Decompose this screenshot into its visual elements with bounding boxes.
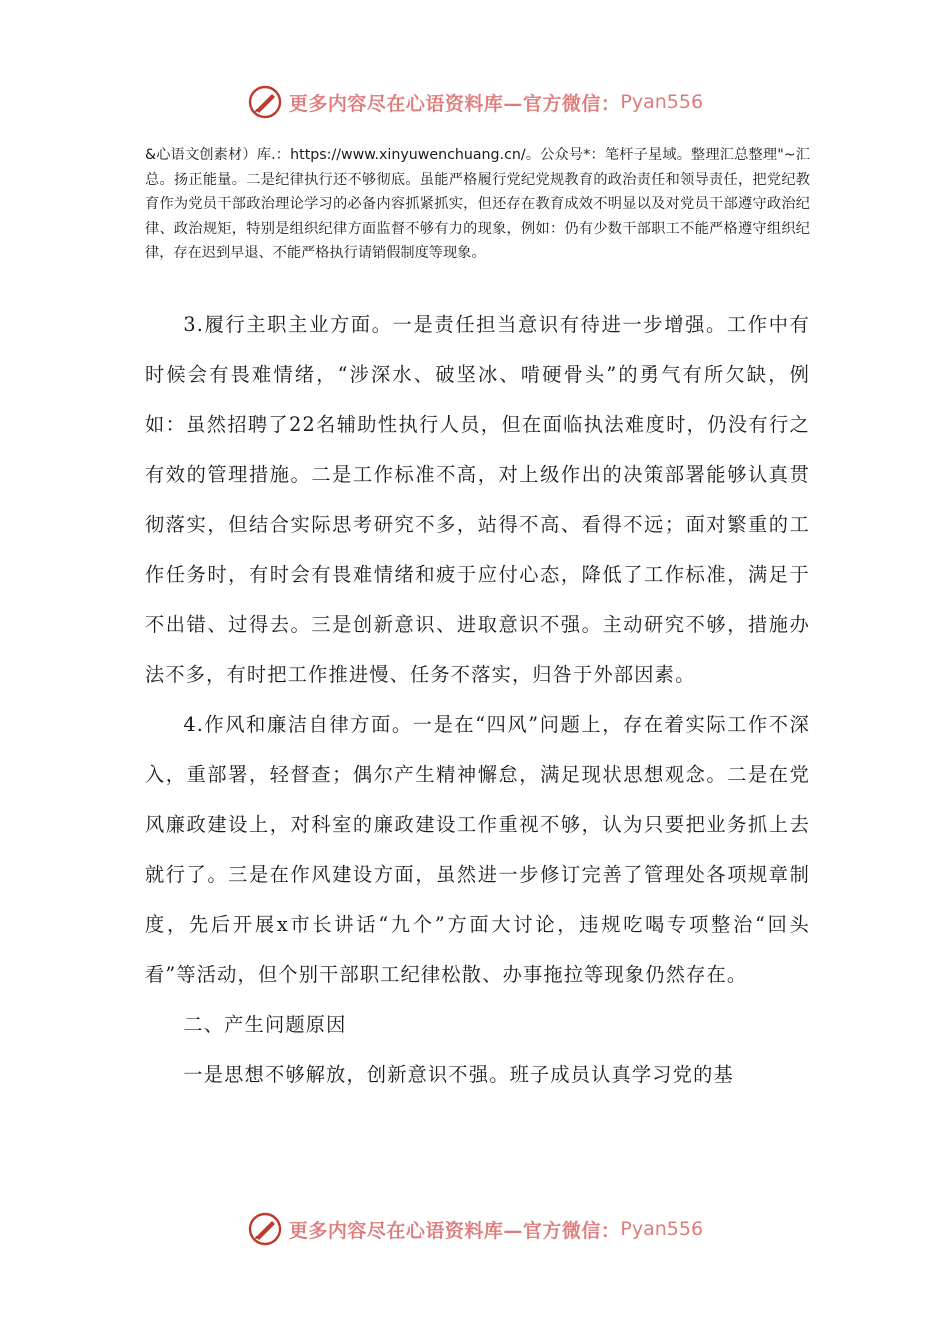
banner-wechat-id: Pyan556 bbox=[620, 91, 704, 113]
document-body bbox=[145, 300, 810, 1100]
banner-wechat-id: Pyan556 bbox=[620, 1218, 704, 1240]
pen-circle-logo-icon bbox=[247, 1211, 283, 1247]
banner-text: 更多内容尽在心语资料库—官方微信： bbox=[288, 92, 621, 115]
header-banner bbox=[0, 80, 950, 124]
footer-banner bbox=[0, 1207, 950, 1251]
paragraph-duty: 3.履行主职主业方面。一是责任担当意识有待进一步增强。工作中有时候会有畏难情绪，“涉深水、破坚冰、啃硬骨头”的勇气有所欠缺，例如：虽然招聘了22名辅助性执行人员，但在面临执法难度时，仍没有行之有效的管理措施。二是工作标准不高，对上级作出的决策部署能够认真贯彻落实，但结合实际思考研究不多，站得不高、看得不远；面对繁重的工作任务时，有时会有畏难情绪和疲于应付心态，降低了工作标准，满足于不出错、过得去。三是创新意识、进取意识不强。主动研究不够，措施办法不多，有时把工作推进慢、任务不落实，归咎于外部因素。 bbox=[145, 313, 810, 686]
paragraph-cause: 一是思想不够解放，创新意识不强。班子成员认真学习党的基 bbox=[183, 1063, 734, 1086]
pen-circle-logo-icon bbox=[247, 84, 283, 120]
paragraph-style: 4.作风和廉洁自律方面。一是在“四风”问题上，存在着实际工作不深入，重部署，轻督查；偶尔产生精神懈怠，满足现状思想观念。二是在党风廉政建设上，对科室的廉政建设工作重视不够，认为只要把业务抓上去就行了。三是在作风建设方面，虽然进一步修订完善了管理处各项规章制度，先后开展x市长讲话“九个”方面大讨论，违规吃喝专项整治“回头看”等活动，但个别干部职工纪律松散、办事拖拉等现象仍然存在。 bbox=[145, 713, 810, 986]
section-heading: 二、产生问题原因 bbox=[183, 1013, 347, 1036]
banner-text: 更多内容尽在心语资料库—官方微信： bbox=[288, 1219, 621, 1242]
intro-paragraph: &心语文创素材）库.：https://www.xinyuwenchuang.cn/。公众号*：笔杆子星域。整理汇总整理"~汇总。扬正能量。二是纪律执行还不够彻底。虽能严格履行党纪党规教育的政治责任和领导责任，把党纪教育作为党员干部政治理论学习的必备内容抓紧抓实，但还存在教育成效不明显以及对党员干部遵守政治纪律、政治规矩，特别是组织纪律方面监督不够有力的现象，例如：仍有少数干部职工不能严格遵守组织纪律，存在迟到早退、不能严格执行请销假制度等现象。 bbox=[145, 147, 810, 261]
